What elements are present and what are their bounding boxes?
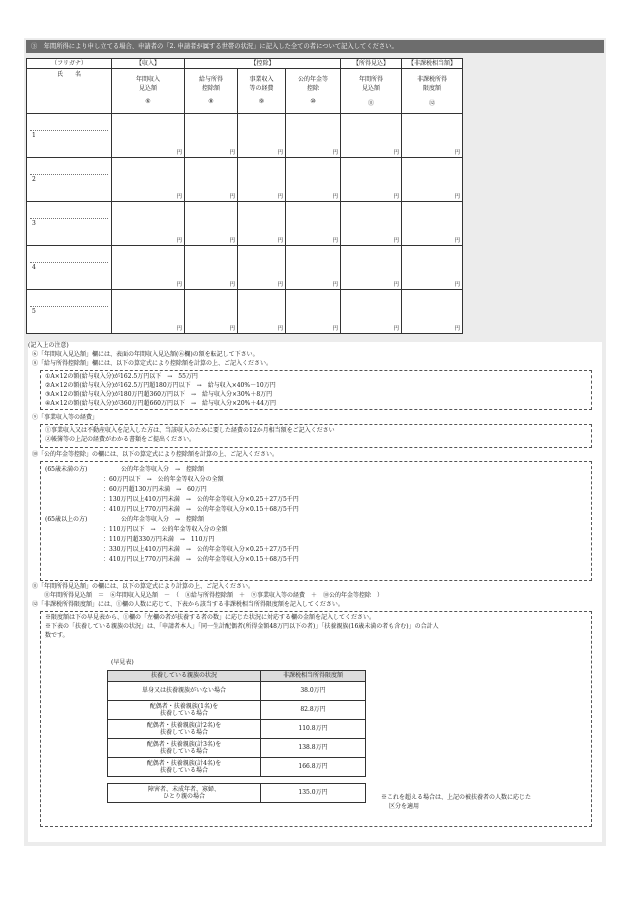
col-name-label: 氏 名 <box>56 71 81 78</box>
annual-cell[interactable] <box>341 114 402 158</box>
business-note-2: ②帳簿等の上記の経費がわかる書類をご提出ください。 <box>45 436 196 443</box>
salary-cell[interactable] <box>185 114 238 158</box>
limit-lookup-table <box>107 670 366 803</box>
furigana-field[interactable] <box>30 297 108 307</box>
income-table <box>26 58 463 334</box>
name-cell[interactable] <box>27 158 112 202</box>
col-furigana-header: （フリガナ） <box>27 59 112 69</box>
col-pension-header <box>286 69 341 114</box>
yen-unit: 円 <box>229 150 235 156</box>
under-65-line-4: ：130万円以上410万円未満 → 公的年金等収入分×0.25＋27万5千円 <box>103 496 299 503</box>
section-header-text: ③ 年間所得により申し立てる場合、申請者の「2. 申請者が属する世帯の状況」に記入した全ての者について記入してください。 <box>31 43 398 50</box>
salary-formula-box <box>40 370 592 410</box>
yen-unit: 円 <box>332 150 339 156</box>
business-cell[interactable] <box>238 114 286 158</box>
yen-unit: 円 <box>176 238 182 244</box>
lookup-row-extra <box>108 784 366 803</box>
pension-cell[interactable] <box>286 246 341 290</box>
over-65-line-1: 公的年金等収入分 → 控除額 <box>121 516 205 523</box>
col-business-header <box>238 69 286 114</box>
col-pension-label: 公的年金等 控除 <box>298 76 329 92</box>
salary-cell[interactable] <box>185 202 238 246</box>
business-cell[interactable] <box>238 246 286 290</box>
yen-unit: 円 <box>229 238 235 244</box>
lookup-amount: 135.0万円 <box>261 784 366 803</box>
annual-cell[interactable] <box>341 290 402 334</box>
pension-formula-box <box>40 461 592 581</box>
note-6: ⑥「年間収入見込額」欄には、表面の年間収入見込額(⑥欄)の額を転記して下さい。 <box>32 351 259 358</box>
col-business-label: 事業収入 等の経費 <box>249 76 274 92</box>
table-row <box>27 290 463 334</box>
yen-unit: 円 <box>454 194 461 200</box>
lookup-row <box>108 758 366 777</box>
quick-table-label: (早見表) <box>111 659 134 666</box>
income-cell[interactable] <box>112 114 185 158</box>
lookup-row <box>108 682 366 701</box>
business-cell[interactable] <box>238 202 286 246</box>
name-cell[interactable] <box>27 114 112 158</box>
note-11: ⑪「年間所得見込額」の欄には、以下の算定式により計算の上、ご記入ください。 <box>32 583 255 590</box>
row-number: 1 <box>32 132 36 139</box>
business-cell[interactable] <box>238 290 286 334</box>
note-8: ⑧「給与所得控除額」欄には、以下の算定式により控除額を計算の上、ご記入ください。 <box>32 360 273 367</box>
lookup-status: 配偶者・扶養親族(計3名)を 扶養している場合 <box>108 739 261 758</box>
lookup-row <box>108 701 366 720</box>
name-cell[interactable] <box>27 290 112 334</box>
yen-unit: 円 <box>454 150 461 156</box>
annual-cell[interactable] <box>341 246 402 290</box>
col-annual-label: 年間所得 見込額 <box>359 76 384 92</box>
group-limit-header: 【非課税相当額】 <box>402 59 463 69</box>
salary-cell[interactable] <box>185 158 238 202</box>
yen-unit: 円 <box>176 326 182 332</box>
yen-unit: 円 <box>332 326 339 332</box>
name-cell[interactable] <box>27 246 112 290</box>
lookup-amount: 110.8万円 <box>261 720 366 739</box>
lookup-spacer <box>108 777 366 784</box>
row-number: 2 <box>32 176 36 183</box>
col-income-label: 年間収入 見込額 <box>135 76 160 92</box>
col-name-header <box>27 69 112 114</box>
lookup-header-amount: 非課税相当所得限度額 <box>261 671 366 682</box>
pension-cell[interactable] <box>286 158 341 202</box>
over-65-line-3: ：110万円超330万円未満 → 110万円 <box>103 536 215 543</box>
yen-unit: 円 <box>454 238 461 244</box>
under-65-line-3: ：60万円超130万円未満 → 60万円 <box>103 486 207 493</box>
col-annual-number: ⑪ <box>368 100 375 107</box>
lookup-status: 配偶者・扶養親族(計4名)を 扶養している場合 <box>108 758 261 777</box>
lookup-status: 単身又は扶養親族がいない場合 <box>108 682 261 701</box>
limit-cell[interactable] <box>402 202 463 246</box>
row-number: 4 <box>32 264 36 271</box>
over-65-label: (65歳以上の方) <box>45 516 88 523</box>
yen-unit: 円 <box>176 282 182 288</box>
yen-unit: 円 <box>393 150 400 156</box>
group-estimate-header: 【所得見込】 <box>341 59 402 69</box>
footnote-line-2: 区分を適用 <box>389 803 420 810</box>
group-income-header: 【収入】 <box>112 59 185 69</box>
col-limit-header <box>402 69 463 114</box>
business-cell[interactable] <box>238 158 286 202</box>
yen-unit: 円 <box>454 282 461 288</box>
yen-unit: 円 <box>229 282 235 288</box>
furigana-field[interactable] <box>30 165 108 175</box>
business-expense-box <box>40 424 592 448</box>
lookup-amount: 138.8万円 <box>261 739 366 758</box>
limit-note-2: ※下表の「扶養している親族の状況」は、「申請者本人」「同一生計配偶者(所得金額48万円以下の者)」「扶養親族(16歳未満の者も含む)」の合計人 <box>45 623 439 630</box>
limit-note-3: 数です。 <box>45 632 69 639</box>
group-deduction-header: 【控除】 <box>185 59 341 69</box>
pension-cell[interactable] <box>286 290 341 334</box>
salary-formula-4: ④A×12の額(給与収入分)が360万円超660万円以下 → 給与収入分×20%＋44万円 <box>45 400 276 407</box>
yen-unit: 円 <box>393 282 400 288</box>
yen-unit: 円 <box>454 326 461 332</box>
limit-cell[interactable] <box>402 246 463 290</box>
lookup-row <box>108 739 366 758</box>
over-65-line-4: ：330万円以上410万円未満 → 公的年金等収入分×0.25＋27万5千円 <box>103 546 299 553</box>
income-cell[interactable] <box>112 158 185 202</box>
note-11-formula: ⑪年間所得見込額 ＝ ⑥年間収入見込額 － （ ⑧給与所得控除額 ＋ ⑨事業収入等の経費 ＋ ⑩公的年金等控除 ） <box>44 592 384 599</box>
salary-formula-3: ③A×12の額(給与収入分)が180万円超360万円以下 → 給与収入分×30%＋8万円 <box>45 391 273 398</box>
lookup-status: 配偶者・扶養親族(1名)を 扶養している場合 <box>108 701 261 720</box>
row-number: 3 <box>32 220 36 227</box>
yen-unit: 円 <box>229 326 235 332</box>
limit-cell[interactable] <box>402 290 463 334</box>
footnote-line-1: ※これを超える場合は、上記の被扶養者の人数に応じた <box>381 794 532 801</box>
yen-unit: 円 <box>176 150 182 156</box>
pension-cell[interactable] <box>286 114 341 158</box>
over-65-line-2: ：110万円以下 → 公的年金等収入分の全額 <box>103 526 228 533</box>
salary-formula-1: ①A×12の額(給与収入分)が162.5万円以下 → 55万円 <box>45 373 198 380</box>
col-annual-header <box>341 69 402 114</box>
yen-unit: 円 <box>229 194 235 200</box>
yen-unit: 円 <box>277 238 283 244</box>
under-65-line-1: 公的年金等収入分 → 控除額 <box>121 466 205 473</box>
yen-unit: 円 <box>277 194 283 200</box>
col-limit-number: ⑫ <box>429 100 436 107</box>
lookup-amount: 166.8万円 <box>261 758 366 777</box>
income-cell[interactable] <box>112 202 185 246</box>
table-row <box>27 246 463 290</box>
lookup-row <box>108 720 366 739</box>
annual-cell[interactable] <box>341 158 402 202</box>
yen-unit: 円 <box>277 326 283 332</box>
section-header <box>26 40 604 53</box>
yen-unit: 円 <box>277 282 283 288</box>
salary-cell[interactable] <box>185 290 238 334</box>
furigana-field[interactable] <box>30 121 108 131</box>
limit-cell[interactable] <box>402 158 463 202</box>
yen-unit: 円 <box>393 194 400 200</box>
pension-cell[interactable] <box>286 202 341 246</box>
col-pension-number: ⑩ <box>310 98 316 105</box>
lookup-status: 障害者、未成年者、寡婦、 ひとり親の場合 <box>108 784 261 803</box>
limit-note-1: ※限度額は下の早見表から、①欄の「左欄の者が扶養する者の数」に応じた状況に対応する欄の金額を記入してください。 <box>45 614 376 621</box>
furigana-field[interactable] <box>30 209 108 219</box>
footnote <box>381 793 531 811</box>
yen-unit: 円 <box>176 194 182 200</box>
note-12: ⑫「非課税所得限度額」には、①欄の人数に応じて、下表から該当する非課税相当所得限度額を記入してください。 <box>32 601 344 608</box>
income-cell[interactable] <box>112 246 185 290</box>
name-cell[interactable] <box>27 202 112 246</box>
yen-unit: 円 <box>277 150 283 156</box>
yen-unit: 円 <box>332 194 339 200</box>
col-business-number: ⑨ <box>258 98 265 105</box>
table-row <box>27 114 463 158</box>
over-65-line-5: ：410万円以上770万円未満 → 公的年金等収入分×0.15＋68万5千円 <box>103 556 299 563</box>
lookup-status: 配偶者・扶養親族(計2名)を 扶養している場合 <box>108 720 261 739</box>
col-income-header <box>112 69 185 114</box>
lookup-amount: 82.8万円 <box>261 701 366 720</box>
yen-unit: 円 <box>332 282 339 288</box>
table-row <box>27 158 463 202</box>
annual-cell[interactable] <box>341 202 402 246</box>
lookup-header-status: 扶養している親族の状況 <box>108 671 261 682</box>
row-number: 5 <box>32 308 36 315</box>
col-salary-number: ⑧ <box>208 98 214 105</box>
yen-unit: 円 <box>393 326 400 332</box>
business-note-1: ①事業収入又は不動産収入を記入した方は、当該収入のために要した経費の12か月相当額をご記入ください <box>45 427 335 434</box>
salary-formula-2: ②A×12の額(給与収入分)が162.5万円超180万円以下 → 給与収入×40%－10万円 <box>45 382 276 389</box>
lookup-amount: 38.0万円 <box>261 682 366 701</box>
notes-title: (記入上の注意) <box>28 342 69 349</box>
under-65-label: (65歳未満の方) <box>45 466 88 473</box>
furigana-field[interactable] <box>30 253 108 263</box>
col-income-number: ⑥ <box>145 98 151 105</box>
note-10: ⑩「公的年金等控除」の欄には、以下の算定式により控除額を計算の上、ご記入ください。 <box>32 451 279 458</box>
table-row <box>27 202 463 246</box>
salary-cell[interactable] <box>185 246 238 290</box>
yen-unit: 円 <box>393 238 400 244</box>
note-9: ⑨「事業収入等の経費」 <box>32 414 99 421</box>
col-salary-header <box>185 69 238 114</box>
col-salary-label: 給与所得 控除額 <box>198 76 223 92</box>
under-65-line-5: ：410万円以上770万円未満 → 公的年金等収入分×0.15＋68万5千円 <box>103 506 299 513</box>
limit-cell[interactable] <box>402 114 463 158</box>
under-65-line-2: ：60万円以下 → 公的年金等収入分の全額 <box>103 476 224 483</box>
col-limit-label: 非課税所得 限度額 <box>417 76 448 92</box>
yen-unit: 円 <box>332 238 339 244</box>
income-cell[interactable] <box>112 290 185 334</box>
